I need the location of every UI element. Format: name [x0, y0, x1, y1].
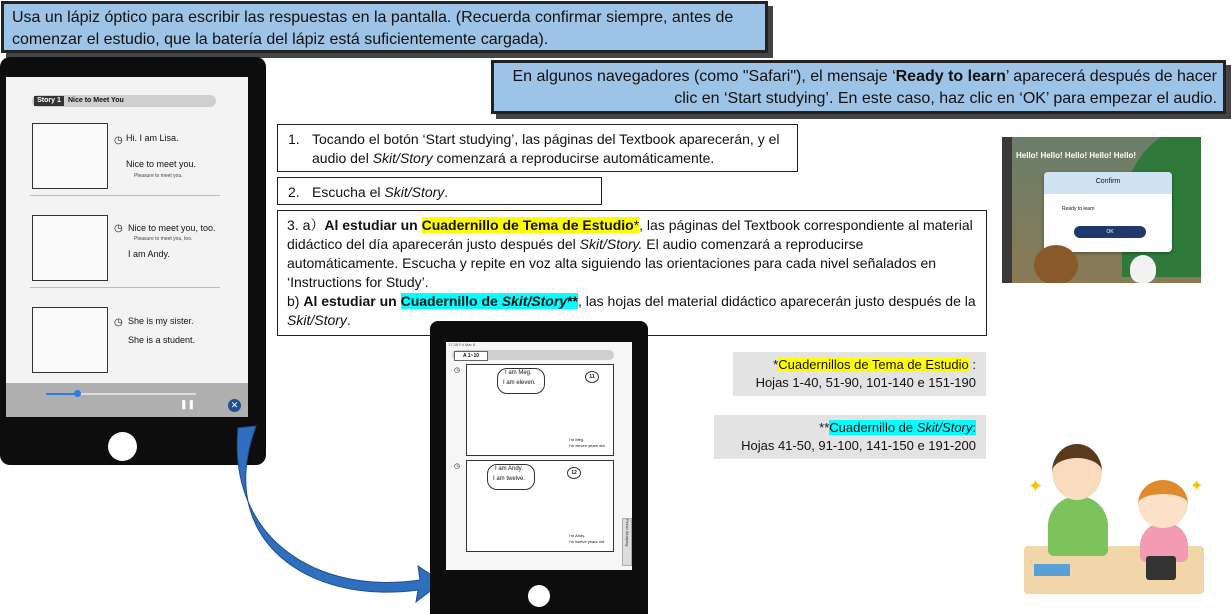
dialog-line-2: She is a student.: [128, 335, 196, 345]
tablet-worksheet: [430, 321, 648, 614]
skit-booklet-pages: Hojas 41-50, 91-100, 141-150 e 191-200: [741, 438, 976, 453]
skit-note-colon: :: [972, 420, 976, 435]
dialog-line-1: Hi. I am Lisa.: [126, 133, 179, 143]
audio-icon[interactable]: ◷: [454, 463, 461, 470]
step-2-text-b: .: [444, 184, 449, 200]
students-illustration: [1024, 436, 1220, 596]
age-badge: 11: [585, 371, 599, 383]
top-instruction-callout: [1, 1, 768, 53]
step-3b-text-1: , las hojas del material didáctico aparecerán justo después de la: [577, 293, 976, 309]
step-1-box: [277, 124, 798, 172]
step-1-text-a: Tocando el botón ‘Start studying’, las páginas del Textbook aparecerán, y el audio del: [312, 131, 780, 166]
audio-icon[interactable]: ◷: [454, 367, 461, 374]
sparkle-icon: ✦: [1190, 478, 1204, 495]
audio-icon[interactable]: ◷: [114, 223, 123, 234]
scene-banner: Hello! Hello! Hello! Hello! Hello!: [1016, 151, 1137, 160]
step-3-box: [277, 210, 987, 336]
browser-note-text-b: ’ aparecerá después de hacer clic en ‘Start studying’. En este caso, haz clic en ‘OK’ para empezar el audio.: [674, 68, 1217, 107]
tablet-worksheet-screen: [446, 342, 632, 570]
confirm-dialog-screenshot: [1002, 137, 1201, 283]
dialog-line-1: Nice to meet you, too.: [128, 223, 216, 233]
tablet-textbook: [0, 57, 266, 465]
skit-note-star: **: [819, 420, 830, 435]
step-3b-text-2: .: [346, 312, 351, 328]
step-3a-text-1: , las páginas del Textbook correspondiente al material didáctico del día aparecerán justo después del: [287, 217, 973, 252]
teacher-head: [1052, 444, 1102, 500]
arrow-body: [237, 426, 442, 602]
theme-booklet-star: *: [633, 217, 640, 233]
finish-studying-tab[interactable]: [622, 518, 632, 566]
step-3a-bold: Al estudiar un: [324, 217, 422, 233]
close-icon[interactable]: ✕: [228, 399, 241, 412]
story-title: Nice to Meet You: [68, 97, 124, 104]
skit-booklet-italic: Skit/Story: [501, 293, 568, 309]
dialog-row-3: [30, 301, 220, 379]
theme-booklet-note-title: [737, 356, 976, 374]
skit-note-label-text: Cuadernillo de: [829, 420, 917, 435]
tablet-home-button[interactable]: [108, 432, 137, 461]
tablet-home-button[interactable]: [528, 585, 550, 607]
theme-booklet-pages: Hojas 1-40, 51-90, 101-140 e 151-190: [755, 375, 976, 390]
caption-line-2: I'm eleven years old.: [569, 443, 606, 448]
caption-line-1: I'm Meg.: [569, 437, 585, 442]
step-3b-italic: Skit/Story: [287, 312, 347, 328]
step-1-number: 1.: [288, 131, 300, 147]
bubble-line-2: I am eleven.: [503, 380, 536, 386]
bunny-character: [1130, 255, 1156, 283]
skit-booklet-label: Cuadernillo de: [400, 293, 502, 309]
step-2-box: [277, 177, 602, 205]
theme-booklet-note: [733, 352, 986, 396]
story-tag: Story 1: [34, 96, 64, 106]
audio-progress-handle[interactable]: [74, 390, 81, 397]
bear-character: [1034, 245, 1078, 283]
books-prop: [1034, 564, 1070, 576]
teacher-figure: [1048, 496, 1108, 556]
worksheet-panel-2: [466, 460, 614, 552]
page-tag: A 1~10: [454, 351, 488, 361]
step-2-text-a: Escucha el: [312, 184, 385, 200]
step-1-text: [312, 130, 787, 168]
browser-note-callout: [491, 60, 1226, 114]
step-3a-text: [287, 216, 976, 292]
dialog-translation: Pleasure to meet you.: [134, 173, 183, 179]
age-badge: 12: [567, 467, 581, 479]
audio-player-bar: [6, 383, 248, 417]
audio-icon[interactable]: ◷: [114, 317, 123, 328]
flow-arrow: [228, 420, 448, 610]
skit-note-italic: Skit/Story: [916, 420, 973, 435]
dialog-line-1: She is my sister.: [128, 316, 194, 326]
step-3b-bold: Al estudiar un: [303, 293, 401, 309]
skit-note-label: [829, 420, 976, 435]
left-toolbar: [1002, 137, 1012, 283]
illustration: [32, 215, 108, 281]
worksheet-panel-1: [466, 364, 614, 456]
step-1-italic: Skit/Story: [372, 150, 433, 166]
sparkle-icon: ✦: [1028, 476, 1044, 496]
caption-line-1: I'm Andy.: [569, 533, 586, 538]
illustration: [32, 123, 108, 189]
theme-note-label: Cuadernillos de Tema de Estudio: [778, 357, 969, 372]
step-2-italic: Skit/Story: [384, 184, 445, 200]
bubble-line-2: I am twelve.: [493, 476, 526, 482]
tablet-textbook-screen: [6, 77, 248, 417]
dialog-row-2: [30, 209, 220, 288]
step-3b-prefix: b): [287, 293, 304, 309]
bubble-line-1: I am Andy.: [495, 466, 523, 472]
student-head: [1138, 480, 1188, 528]
caption-line-2: I'm twelve years old.: [569, 539, 606, 544]
audio-progress-fill: [46, 393, 76, 395]
confirm-modal: [1044, 172, 1172, 252]
illustration: [32, 307, 108, 373]
step-2-number: 2.: [288, 184, 300, 200]
step-3a-text-2: El audio comenzará a reproducirse automáticamente. Escucha y repite en voz alta siguiendo las orientaciones para cada nivel señalados en ‘Instructions for Study’.: [287, 236, 937, 290]
step-1-text-b: comenzará a reproducirse automáticamente.: [432, 150, 715, 166]
status-bar: 17:38 Fri Mar 8: [448, 342, 476, 347]
theme-note-colon: :: [968, 357, 976, 372]
bubble-line-1: I am Meg.: [505, 370, 532, 376]
tablet-prop: [1146, 556, 1176, 580]
dialog-row-1: [30, 117, 220, 196]
ok-button[interactable]: OK: [1074, 226, 1146, 238]
theme-note-star: *: [773, 357, 779, 372]
browser-note-text-a: En algunos navegadores (como "Safari"), el mensaje ‘: [512, 68, 896, 85]
skit-booklet-note: [714, 415, 986, 459]
dialog-line-2: Nice to meet you.: [126, 159, 197, 169]
theme-booklet-highlight: Cuadernillo de Tema de Estudio: [421, 217, 634, 233]
skit-booklet-note-title: [718, 419, 976, 437]
confirm-title: Confirm: [1095, 178, 1121, 185]
dialog-line-2: I am Andy.: [128, 249, 170, 259]
ready-to-learn-label: Ready to learn: [895, 68, 1006, 85]
dialog-translation: Pleasure to meet you, too.: [134, 236, 193, 242]
top-instruction-text: Usa un lápiz óptico para escribir las respuestas en la pantalla. (Recuerda confirmar siempre, antes de comenzar el estudio, que la batería del lápiz está suficientemente cargada).: [12, 9, 734, 48]
skit-booklet-highlight: [401, 293, 578, 309]
skit-booklet-stars: **: [567, 293, 578, 309]
pause-icon[interactable]: ❚❚: [180, 399, 196, 409]
confirm-message: Ready to learn: [1062, 206, 1095, 212]
audio-icon[interactable]: ◷: [114, 135, 123, 146]
step-3a-prefix: 3. a）: [287, 217, 325, 233]
step-2-text: [312, 183, 591, 202]
step-3a-italic: Skit/Story.: [579, 236, 643, 252]
finish-studying-label: Finish Studying: [625, 519, 630, 547]
